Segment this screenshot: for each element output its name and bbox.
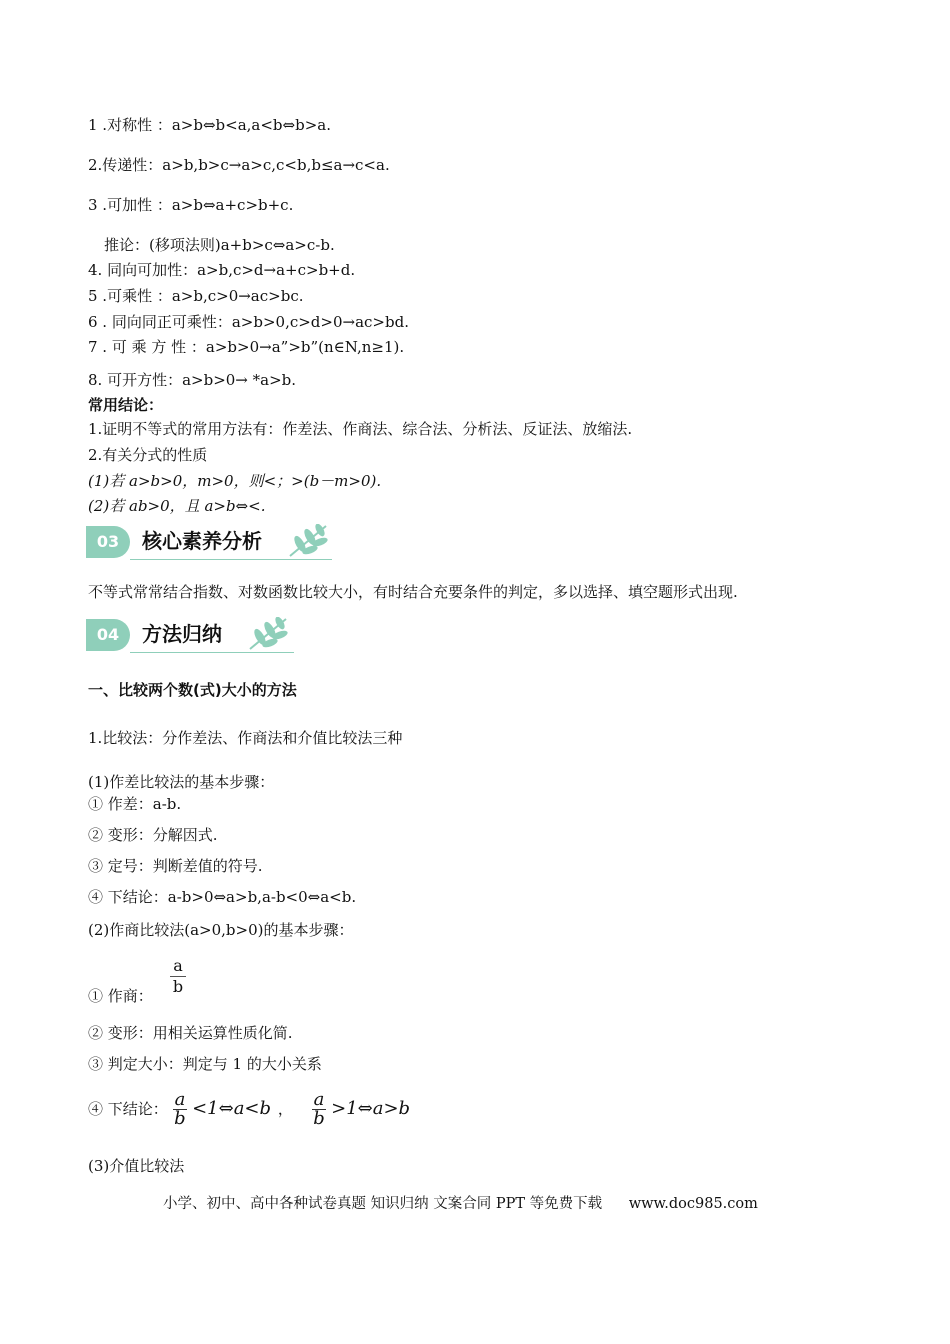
formula-greater: >1⇔a>b [331,1098,411,1119]
fraction-a-over-b: $\frac{a}{b}$ [313,1088,325,1129]
banner-underline [130,652,294,653]
method-intermediate: (3)介值比较法 [88,1157,185,1175]
fraction-numerator: a [170,956,186,977]
method-heading: 一、比较两个数(式)大小的方法 [88,681,297,699]
conclusion-title: 常用结论： [88,396,164,414]
step-simplify: ② 变形：用相关运算性质化简. [88,1024,293,1042]
formula-separator: ， [277,1100,293,1118]
step-diff: ① 作差：a-b. [88,795,182,813]
leaf-icon [246,617,292,651]
conclusion-fraction-1: (1)若 a>b>0，m>0，则<；>(b－m>0). [88,472,382,490]
step-sign: ③ 定号：判断差值的符号. [88,857,263,875]
fraction-a-over-b: $\frac{a}{b}$ [174,1088,186,1129]
formula-less: <1⇔a<b [192,1098,272,1119]
leaf-icon [286,524,332,558]
quotient-fraction [170,956,186,997]
core-analysis-text: 不等式常常结合指数、对数函数比较大小，有时结合充要条件的判定，多以选择、填空题形式出现. [88,583,738,601]
section-banner-03 [86,524,336,560]
method-diff-steps: (1)作差比较法的基本步骤： [88,773,275,791]
footer-url[interactable]: www.doc985.com [628,1196,758,1212]
step-conclude: ④ 下结论：a-b>0⇔a>b,a-b<0⇔a<b. [88,888,357,906]
conclusion-methods: 1.证明不等式的常用方法有：作差法、作商法、综合法、分析法、反证法、放缩法. [88,420,633,438]
banner-underline [130,559,332,560]
property-corollary: 推论：(移项法则)a+b>c⇔a>c-b. [104,236,335,254]
property-additivity: 3 .可加性 ：a>b⇔a+c>b+c. [88,196,294,214]
step-final-conclusion [88,1088,410,1132]
section-number-badge: 04 [86,619,130,651]
property-transitivity: 2.传递性：a>b,b>c→a>c,c<b,b≤a→c<a. [88,156,390,174]
property-symmetry: 1 .对称性 ：a>b⇔b<a,a<b⇔b>a. [88,116,331,134]
step-transform: ② 变形：分解因式. [88,826,218,844]
method-compare: 1.比较法：分作差法、作商法和介值比较法三种 [88,729,403,747]
section-banner-04 [86,617,336,653]
step-quotient-label: ① 作商： [88,987,153,1005]
conclusion-fraction-title: 2.有关分式的性质 [88,446,208,464]
method-quotient-steps: (2)作商比较法(a>0,b>0)的基本步骤： [88,921,354,939]
conclusion-fraction-2: (2)若 ab>0，且 a>b⇔<. [88,497,266,515]
property-power: 7 . 可 乘 方 性 ：a>b>0→a”>b”(n∈N,n≥1). [88,338,405,356]
step-quotient [88,986,153,1006]
step-judge: ③ 判定大小：判定与 1 的大小关系 [88,1055,322,1073]
property-multiplicativity: 5 .可乘性 ：a>b,c>0→ac>bc. [88,287,304,305]
property-root: 8. 可开方性：a>b>0→ *a>b. [88,371,297,389]
section-number-badge: 03 [86,526,130,558]
property-same-direction-add: 4. 同向可加性：a>b,c>d→a+c>b+d. [88,261,356,279]
section-title: 核心素养分析 [142,529,262,553]
property-positive-multiply: 6 . 同向同正可乘性：a>b>0,c>d>0→ac>bd. [88,313,409,331]
page-footer [163,1192,758,1213]
footer-text: 小学、初中、高中各种试卷真题 知识归纳 文案合同 PPT 等免费下载 [163,1196,603,1212]
section-title: 方法归纳 [142,622,222,646]
fraction-denominator: b [172,977,184,996]
step-final-label: ④ 下结论： [88,1100,168,1118]
